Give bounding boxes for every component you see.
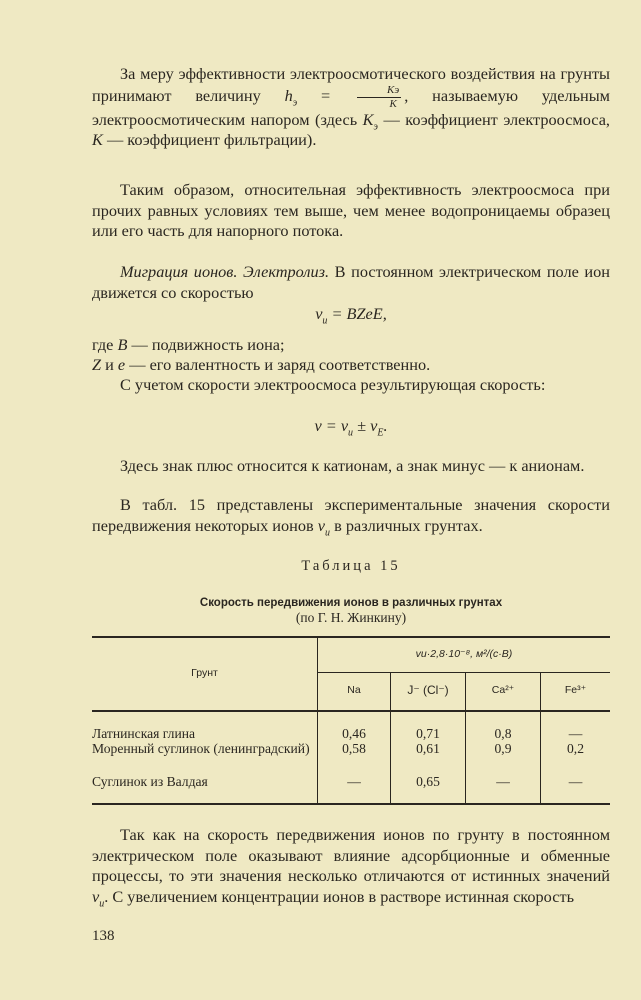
paragraph-electroosmosis-efficiency <box>92 64 610 151</box>
symbol-h <box>284 85 298 109</box>
table-cell: — <box>496 774 510 789</box>
text: ± v <box>353 416 378 435</box>
symbol-v <box>317 515 331 538</box>
text: v <box>92 886 100 906</box>
symbol-b: B <box>117 335 128 354</box>
section-heading: Миграция ионов. Электролиз. <box>120 262 330 281</box>
paragraph-where-b <box>92 335 610 356</box>
column-header-ground: Грунт <box>191 667 218 679</box>
row-ground-name: Латнинская глина <box>92 726 196 741</box>
subscript: и <box>322 315 328 327</box>
text: — подвижность иона; <box>127 335 285 354</box>
table-cell: 0,2 <box>567 741 584 756</box>
text: в различных грунтах. <box>330 515 483 535</box>
table-cell: 0,9 <box>494 741 512 756</box>
formula-ion-velocity <box>92 304 610 327</box>
column-header-ion: Na <box>347 684 361 696</box>
table-subtitle: (по Г. Н. Жинкину) <box>295 610 407 625</box>
paragraph-adsorption-influence <box>92 825 610 910</box>
table-bottom-rule <box>92 803 610 805</box>
text: = <box>297 85 355 105</box>
text: v <box>314 416 322 435</box>
text: K <box>362 109 374 129</box>
text: — его валентность и заряд соответственно. <box>125 355 431 374</box>
text: — коэффициент фильтрации). <box>102 130 317 150</box>
table-cell: 0,8 <box>494 726 512 741</box>
table-top-rule <box>92 636 610 638</box>
subscript: и <box>99 898 105 910</box>
subscript: э <box>373 120 378 132</box>
column-header-ion: J⁻ (Cl⁻) <box>407 683 449 697</box>
text: h <box>284 85 293 105</box>
formula-resulting-velocity <box>92 416 610 439</box>
text: v <box>315 304 323 323</box>
text: , называемую удельным электроосмотическим напором (здесь <box>92 85 610 129</box>
symbol-k: K <box>92 130 103 150</box>
paragraph-ion-migration <box>92 262 610 303</box>
column-header-velocity: vи·2,8·10⁻⁸, м²/(с·В) <box>415 648 513 660</box>
symbol-k <box>362 109 378 132</box>
table-header-divider <box>317 672 610 673</box>
subscript: э <box>292 97 298 109</box>
text: — коэффициент электроосмоса, <box>377 109 610 129</box>
fraction-denominator: K <box>389 97 397 110</box>
symbol-e: e <box>117 355 126 374</box>
text: . <box>383 416 388 435</box>
table-cell: 0,46 <box>342 726 366 741</box>
paragraph-z-and-e <box>92 355 610 376</box>
paragraph-table-reference <box>92 495 610 536</box>
paragraph-resulting-velocity: С учетом скорости электроосмоса результирующая скорость: <box>120 375 546 394</box>
table-cell: 0,61 <box>416 741 440 756</box>
subscript: и <box>348 427 354 439</box>
table-caption: Таблица 15 <box>301 558 401 574</box>
fraction <box>357 85 401 110</box>
text: где <box>92 335 118 354</box>
table-cell: — <box>568 726 583 741</box>
text: = BZeE, <box>327 304 387 323</box>
fraction-numerator: Kэ <box>357 85 401 98</box>
table-cell: 0,65 <box>416 774 440 789</box>
text: = v <box>321 416 349 435</box>
text: В постоянном электрическом поле ион движется со скоростью <box>92 262 610 302</box>
row-ground-name: Моренный суглинок (ленинградский) <box>92 741 310 756</box>
subscript: и <box>325 526 331 538</box>
column-header-ion: Fe³⁺ <box>564 684 587 696</box>
text: и <box>101 355 118 374</box>
paragraph-relative-efficiency: Таким образом, относительная эффективность электроосмоса при прочих равных условиях тем выше, чем менее водопроницаемы образец или его часть для напорного потока. <box>92 180 610 241</box>
text: В табл. 15 представлены экспериментальные значения скорости передвижения некоторых ионов <box>92 495 610 535</box>
table-title: Скорость передвижения ионов в различных грунтах <box>199 597 503 609</box>
symbol-z: Z <box>92 355 102 374</box>
page-number: 138 <box>92 928 115 944</box>
table-cell: — <box>347 774 361 789</box>
column-header-ion: Ca²⁺ <box>491 684 515 696</box>
paragraph-sign-meaning: Здесь знак плюс относится к катионам, а знак минус — к анионам. <box>120 456 585 475</box>
table-cell: 0,58 <box>342 741 366 756</box>
row-ground-name: Суглинок из Валдая <box>92 774 208 789</box>
subscript: E <box>377 427 384 439</box>
table-cell: — <box>568 774 583 789</box>
text: За меру эффективности электроосмотического воздействия на грунты принимают величину <box>92 64 610 105</box>
symbol-v <box>92 886 105 910</box>
table-cell: 0,71 <box>416 726 440 741</box>
text: v <box>317 515 326 535</box>
text: . С увеличением концентрации ионов в растворе истинная скорость <box>104 886 574 906</box>
text: Так как на скорость передвижения ионов по грунту в постоянном электрическом поле оказывают влияние адсорбционные и обменные процессы, то эти значения несколько отличаются от истинных значений <box>92 825 610 886</box>
table-header-rule <box>92 710 610 712</box>
